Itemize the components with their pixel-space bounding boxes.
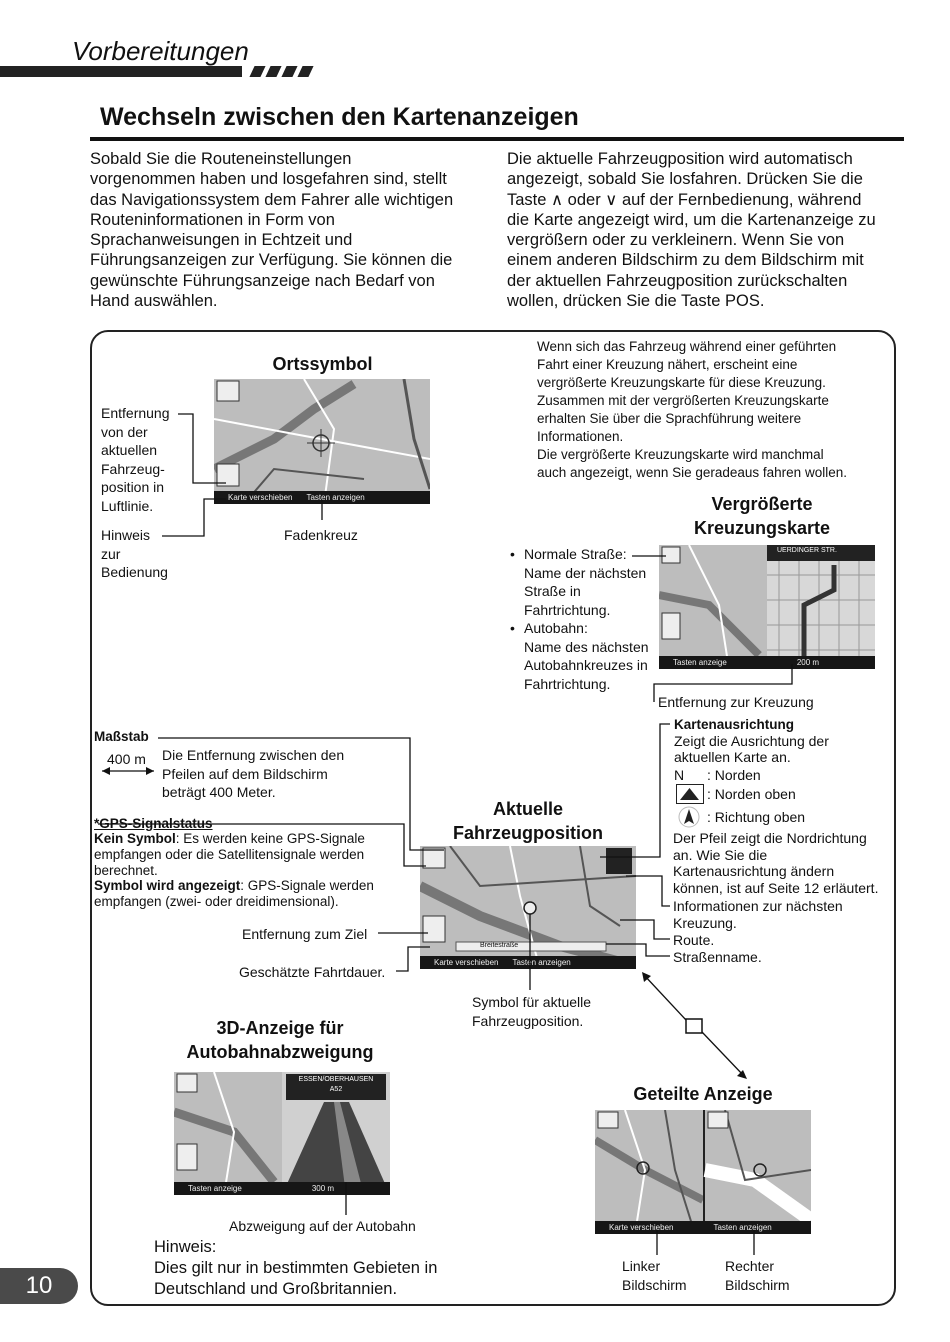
operation-hint-label: Hinweis zur Bedienung [101, 527, 168, 580]
north-up-icon [676, 784, 704, 804]
section-title: Vorbereitungen [72, 36, 249, 66]
screen-bar-right: Tasten anzeigen [306, 493, 365, 502]
screen-bar-right: Tasten anzeigen [713, 1223, 772, 1232]
header-stripe [265, 66, 281, 77]
header-stripe [281, 66, 297, 77]
gps-symbol [94, 878, 414, 910]
bullet-dot: • [510, 546, 515, 562]
distance-airline-label: Entfernung von der aktuellen Fahrzeug- position in Luftlinie. [101, 405, 170, 514]
orientation-north: : Norden [707, 767, 761, 783]
screen-bar-left: Karte verschieben [228, 493, 293, 502]
bullet-normal-road: Normale Straße: Name der nächsten Straße in Fahrtrichtung. [524, 546, 647, 618]
bullet-dot: • [510, 620, 515, 636]
page-title: Wechseln zwischen den Kartenanzeigen [100, 103, 579, 131]
ortssymbol-heading: Ortssymbol [272, 354, 373, 374]
scale-value: 400 m [107, 751, 146, 767]
distance-to-goal: Entfernung zum Ziel [242, 926, 368, 942]
header-stripe [249, 66, 265, 77]
highway-branch-caption: Abzweigung auf der Autobahn [229, 1218, 416, 1234]
bullet-highway: Autobahn: Name des nächsten Autobahnkreuzes in Fahrtrichtung. [524, 620, 649, 692]
heading-up-icon [677, 806, 701, 828]
gps-no-symbol-label: Kein Symbol [94, 831, 176, 846]
screen-bar-left: Karte verschieben [434, 958, 499, 967]
orientation-n-label: N [674, 767, 685, 783]
left-screen-label: Linker Bildschirm [622, 1258, 687, 1293]
street-name-label: Straßenname. [673, 949, 762, 965]
current-position-screen [420, 846, 636, 969]
intersection-street-name: UERDINGER STR. [777, 547, 837, 554]
note-title: Hinweis: [154, 1238, 217, 1256]
estimated-duration: Geschätzte Fahrtdauer. [239, 964, 386, 980]
title-rule [90, 137, 904, 141]
intro-right: Die aktuelle Fahrzeugposition wird automatisch angezeigt, sobald Sie losfahren. Drücken Sie die Taste ∧ oder ∨ auf der Fernbedienung, während die Karte angezeigt wird, um die Kartenanzeige zu vergrößern oder zu verkleinern. Wenn Sie von einem anderen Bildschirm zu dem Bildschirm mit der aktuellen Fahrzeugposition zurückschalten wollen, drücken Sie die Taste POS. [507, 150, 876, 311]
orientation-north-up: : Norden oben [707, 786, 796, 802]
page-number: 10 [0, 1268, 78, 1304]
gps-no-symbol-text: : Es werden keine GPS-Signale empfangen oder die Satellitensignale werden berechnet. [94, 831, 365, 878]
screen-bar-left: Karte verschieben [609, 1223, 674, 1232]
gps-title: *GPS-Signalstatus [94, 816, 213, 831]
split-view-heading: Geteilte Anzeige [633, 1084, 773, 1104]
screen-distance: 300 m [311, 1184, 335, 1193]
intersection-description: Wenn sich das Fahrzeug während einer geführten Fahrt einer Kreuzung nähert, erscheint eine vergrößerte Kreuzungskarte für diese Kreuzung. Zusammen mit der vergrößerten Kreuzungskarte erhalten Sie über die Sprachführung weitere Informationen. Die vergrößerte Kreuzungskarte wird manchmal auch angezeigt, wenn Sie geradeaus fahren wollen. [537, 339, 847, 480]
current-position-heading: Aktuelle Fahrzeugposition [453, 799, 603, 843]
orientation-subtitle: Zeigt die Ausrichtung der aktuellen Karte an. [674, 733, 829, 765]
next-intersection-info: Informationen zur nächsten Kreuzung. [673, 898, 843, 931]
intersection-screen [659, 545, 875, 669]
screen-distance: 200 m [796, 658, 820, 667]
current-street-name: Breitestraße [480, 942, 519, 949]
highway-sign: ESSEN/OBERHAUSEN A52 [298, 1076, 374, 1093]
ortssymbol-screen [214, 379, 430, 504]
intersection-heading: Vergrößerte Kreuzungskarte [693, 494, 831, 538]
right-screen-label: Rechter Bildschirm [725, 1258, 790, 1293]
vehicle-symbol-label: Symbol für aktuelle Fahrzeugposition. [472, 994, 592, 1029]
highway-3d-heading: 3D-Anzeige für Autobahnabzweigung [186, 1018, 374, 1062]
gps-no-symbol [94, 831, 414, 879]
header-bar [0, 66, 242, 77]
gps-symbol-label: Symbol wird angezeigt [94, 878, 241, 893]
route-label: Route. [673, 932, 715, 948]
screen-bar-right: Tasten anzeigen [512, 958, 571, 967]
crosshair-label: Fadenkreuz [284, 527, 358, 543]
scale-description: Die Entfernung zwischen den Pfeilen auf dem Bildschirm beträgt 400 Meter. [162, 747, 345, 800]
gps-symbol-text: : GPS-Signale werden empfangen (zwei- oder dreidimensional). [94, 878, 374, 909]
screen-bar: Tasten anzeige [673, 658, 727, 667]
orientation-note: Der Pfeil zeigt die Nordrichtung an. Wie Sie die Kartenausrichtung ändern können, ist auf Seite 12 erläutert. [673, 830, 879, 896]
note-text: Dies gilt nur in bestimmten Gebieten in Deutschland und Großbritannien. [154, 1259, 438, 1298]
header-stripe [297, 66, 313, 77]
intro-left: Sobald Sie die Routeneinstellungen vorgenommen haben und losgefahren sind, stellt das Navigationssystem dem Fahrer alle wichtigen Routeninformationen in Form von Sprachanweisungen in Echtzeit und Führungsanzeigen zur Verfügung. Sie können die gewünschte Führungsanzeige nach Bedarf von Hand auswählen. [90, 150, 454, 311]
screen-bar: Tasten anzeige [188, 1184, 242, 1193]
split-view-screen [595, 1110, 811, 1234]
orientation-title: Kartenausrichtung [674, 717, 795, 732]
distance-to-intersection: Entfernung zur Kreuzung [658, 694, 814, 710]
scale-label: Maßstab [94, 729, 149, 744]
highway-3d-screen [174, 1072, 390, 1195]
orientation-heading-up: : Richtung oben [707, 809, 806, 825]
